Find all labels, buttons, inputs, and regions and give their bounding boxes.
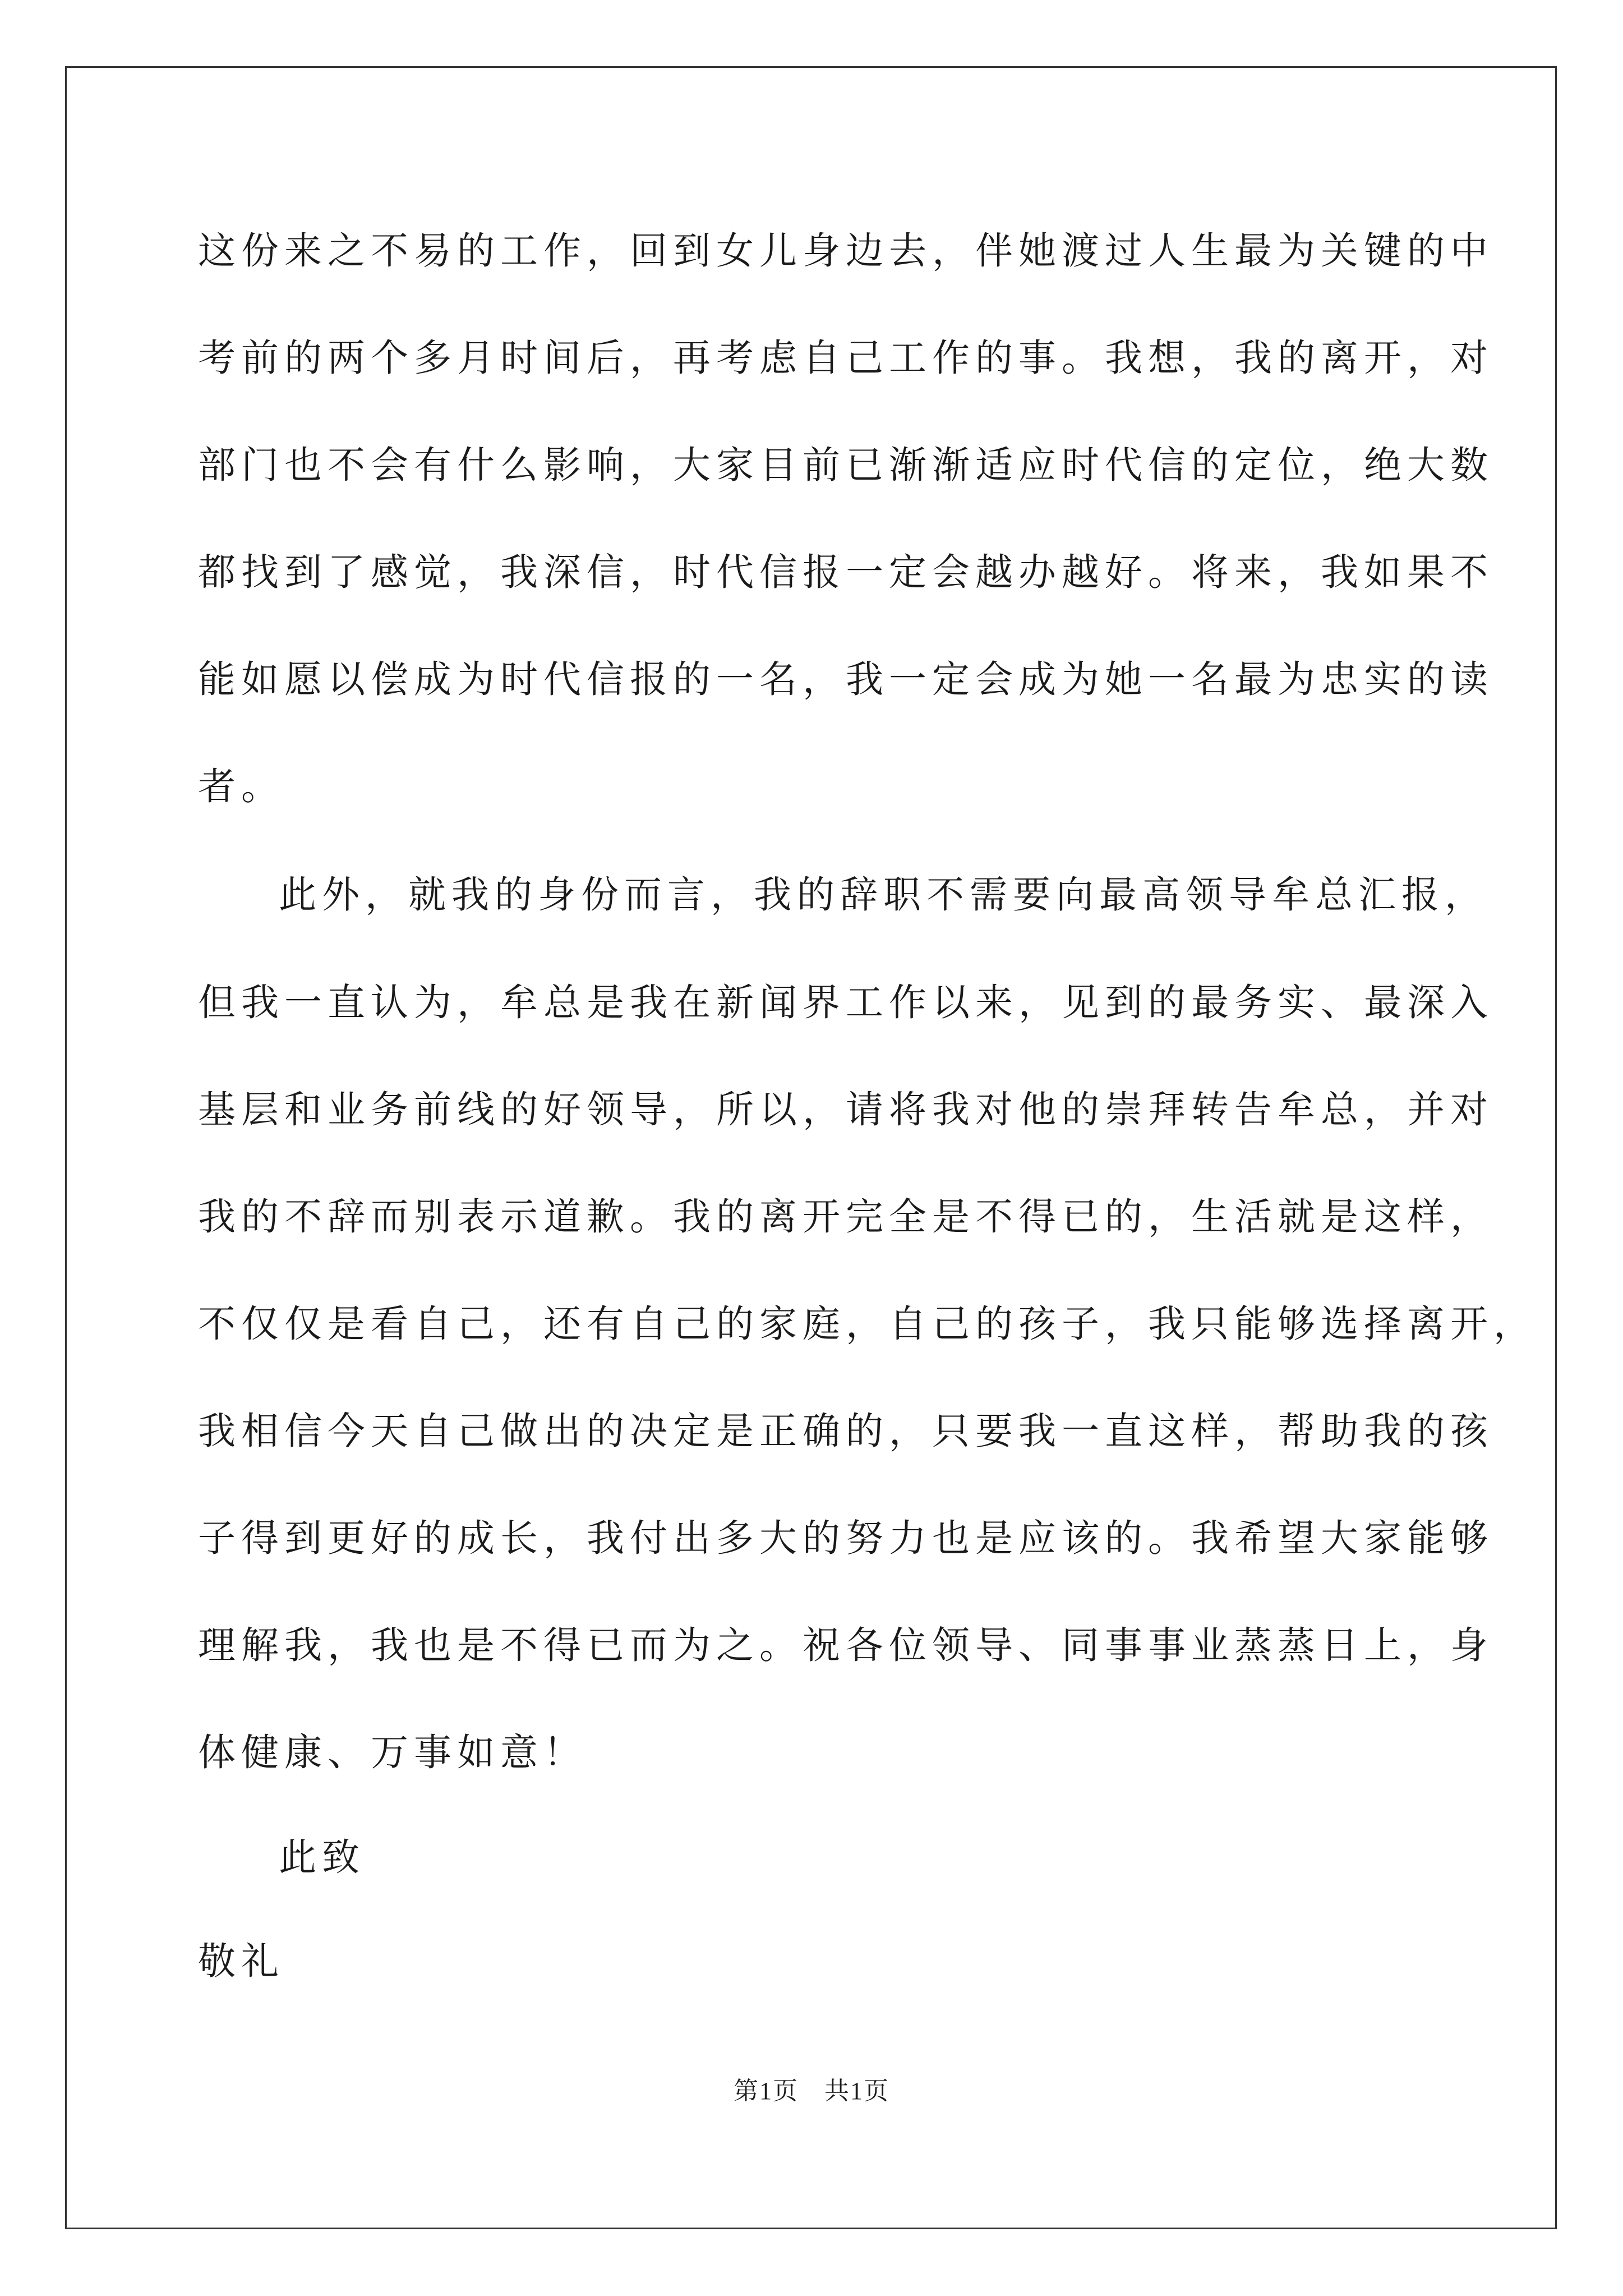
text-line: 我的不辞而别表示道歉。我的离开完全是不得已的，生活就是这样， <box>198 1195 1493 1239</box>
text-line: 我相信今天自己做出的决定是正确的，只要我一直这样，帮助我的孩 <box>198 1409 1493 1453</box>
page-border <box>65 66 1557 2229</box>
text-line: 体健康、万事如意！ <box>198 1731 587 1774</box>
text-line: 子得到更好的成长，我付出多大的努力也是应该的。我希望大家能够 <box>198 1516 1493 1560</box>
closing-regards: 敬礼 <box>198 1939 284 1983</box>
text-line: 不仅仅是看自己，还有自己的家庭，自己的孩子，我只能够选择离开， <box>198 1302 1537 1346</box>
text-line: 部门也不会有什么影响，大家目前已渐渐适应时代信的定位，绝大数 <box>198 443 1493 487</box>
text-line: 者。 <box>198 765 284 808</box>
text-line: 都找到了感觉，我深信，时代信报一定会越办越好。将来，我如果不 <box>198 550 1493 594</box>
text-line: 能如愿以偿成为时代信报的一名，我一定会成为她一名最为忠实的读 <box>198 657 1493 701</box>
closing-salutation: 此致 <box>279 1835 365 1879</box>
text-line: 考前的两个多月时间后，再考虑自己工作的事。我想，我的离开，对 <box>198 336 1493 380</box>
text-line: 这份来之不易的工作，回到女儿身边去，伴她渡过人生最为关键的中 <box>198 229 1493 273</box>
text-line: 但我一直认为，牟总是我在新闻界工作以来，见到的最务实、最深入 <box>198 981 1493 1024</box>
paragraph-start-line: 此外，就我的身份而言，我的辞职不需要向最高领导牟总汇报， <box>279 873 1488 917</box>
page-number-footer: 第1页 共1页 <box>734 2077 889 2105</box>
text-line: 基层和业务前线的好领导，所以，请将我对他的崇拜转告牟总，并对 <box>198 1088 1493 1131</box>
text-line: 理解我，我也是不得已而为之。祝各位领导、同事事业蒸蒸日上，身 <box>198 1623 1493 1667</box>
